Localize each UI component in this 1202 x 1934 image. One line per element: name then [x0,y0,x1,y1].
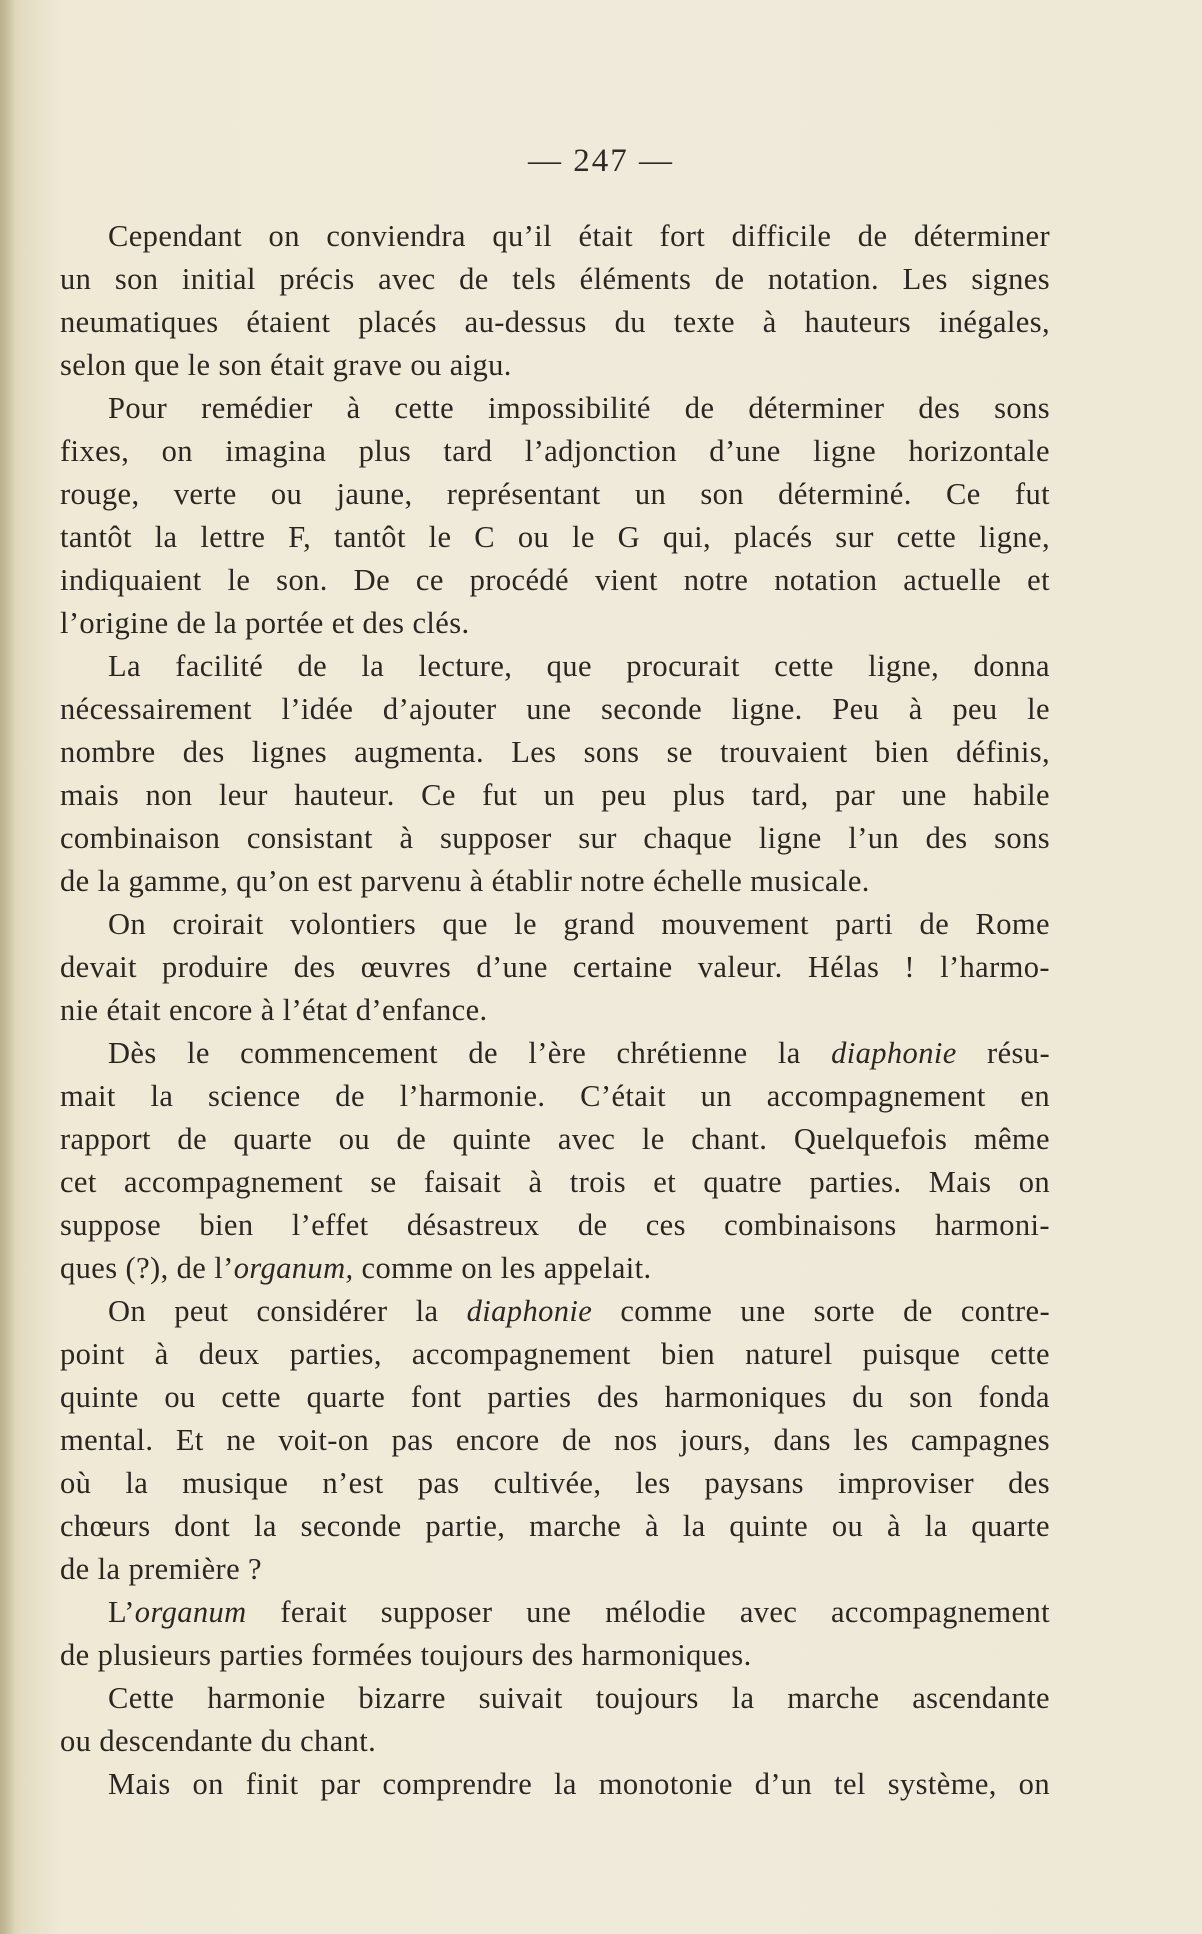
text-line: mait la science de l’harmonie. C’était un accompagnement en [60,1079,1050,1113]
text-line: selon que le son était grave ou aigu. [60,348,512,382]
text-line: un son initial précis avec de tels éléments de notation. Les signes [60,262,1050,296]
text-line: devait produire des œuvres d’une certaine valeur. Hélas ! l’harmo- [60,950,1050,984]
text-line: suppose bien l’effet désastreux de ces combinaisons harmoni- [60,1208,1050,1242]
text-line: rapport de quarte ou de quinte avec le chant. Quelquefois même [60,1122,1050,1156]
body-text [60,215,1050,1806]
text-line: où la musique n’est pas cultivée, les paysans improviser des [60,1466,1050,1500]
text-segment: ferait supposer une mélodie avec accompagnement [246,1595,1050,1629]
text-line: neumatiques étaient placés au-dessus du texte à hauteurs inégales, [60,305,1050,339]
text-segment: ques (?), de l’ [60,1251,234,1285]
text-line: On croirait volontiers que le grand mouvement parti de Rome [108,907,1050,941]
text-segment: comme une sorte de contre- [592,1294,1050,1328]
text-line: fixes, on imagina plus tard l’adjonction d’une ligne horizontale [60,434,1050,468]
text-line: mental. Et ne voit-on pas encore de nos jours, dans les campagnes [60,1423,1050,1457]
text-line: de la gamme, qu’on est parvenu à établir notre échelle musicale. [60,864,870,898]
text-segment: On peut considérer la [108,1294,467,1328]
text-line [60,1591,1050,1634]
italic-term: diaphonie [466,1294,593,1328]
text-line: Cette harmonie bizarre suivait toujours la marche ascendante [108,1681,1050,1715]
text-line: combinaison consistant à supposer sur chaque ligne l’un des sons [60,821,1050,855]
text-line: Cependant on conviendra qu’il était fort difficile de déterminer [108,219,1050,253]
italic-term: diaphonie [831,1036,957,1070]
text-line: nécessairement l’idée d’ajouter une seconde ligne. Peu à peu le [60,692,1050,726]
text-line: rouge, verte ou jaune, représentant un son déterminé. Ce fut [60,477,1050,511]
italic-term: organum, [233,1251,354,1285]
text-line [60,1247,1050,1290]
text-line: de la première ? [60,1552,262,1586]
text-line: indiquaient le son. De ce procédé vient notre notation actuelle et [60,563,1050,597]
text-line [60,1290,1050,1333]
text-line: Mais on finit par comprendre la monotonie d’un tel système, on [108,1767,1050,1801]
text-segment: L’ [108,1595,135,1629]
text-line: ou descendante du chant. [60,1724,377,1758]
text-line [60,1032,1050,1075]
text-line: Pour remédier à cette impossibilité de déterminer des sons [108,391,1050,425]
text-line: de plusieurs parties formées toujours des harmoniques. [60,1638,752,1672]
text-line: nombre des lignes augmenta. Les sons se trouvaient bien définis, [60,735,1050,769]
text-line: nie était encore à l’état d’enfance. [60,993,488,1027]
text-segment: comme on les appelait. [353,1251,652,1285]
text-line: tantôt la lettre F, tantôt le C ou le G qui, placés sur cette ligne, [60,520,1050,554]
text-line: cet accompagnement se faisait à trois et quatre parties. Mais on [60,1165,1050,1199]
italic-term: organum [134,1595,247,1629]
text-segment: Dès le commencement de l’ère chrétienne la [108,1036,832,1070]
text-line: l’origine de la portée et des clés. [60,606,470,640]
text-line: La facilité de la lecture, que procurait cette ligne, donna [108,649,1050,683]
text-line: quinte ou cette quarte font parties des harmoniques du son fonda [60,1380,1050,1414]
text-line: chœurs dont la seconde partie, marche à la quinte ou à la quarte [60,1509,1050,1543]
text-line: mais non leur hauteur. Ce fut un peu plus tard, par une habile [60,778,1050,812]
spine-shadow [0,0,14,1934]
text-line: point à deux parties, accompagnement bien naturel puisque cette [60,1337,1050,1371]
text-segment: résu- [956,1036,1050,1070]
page-number: — 247 — [528,143,674,179]
